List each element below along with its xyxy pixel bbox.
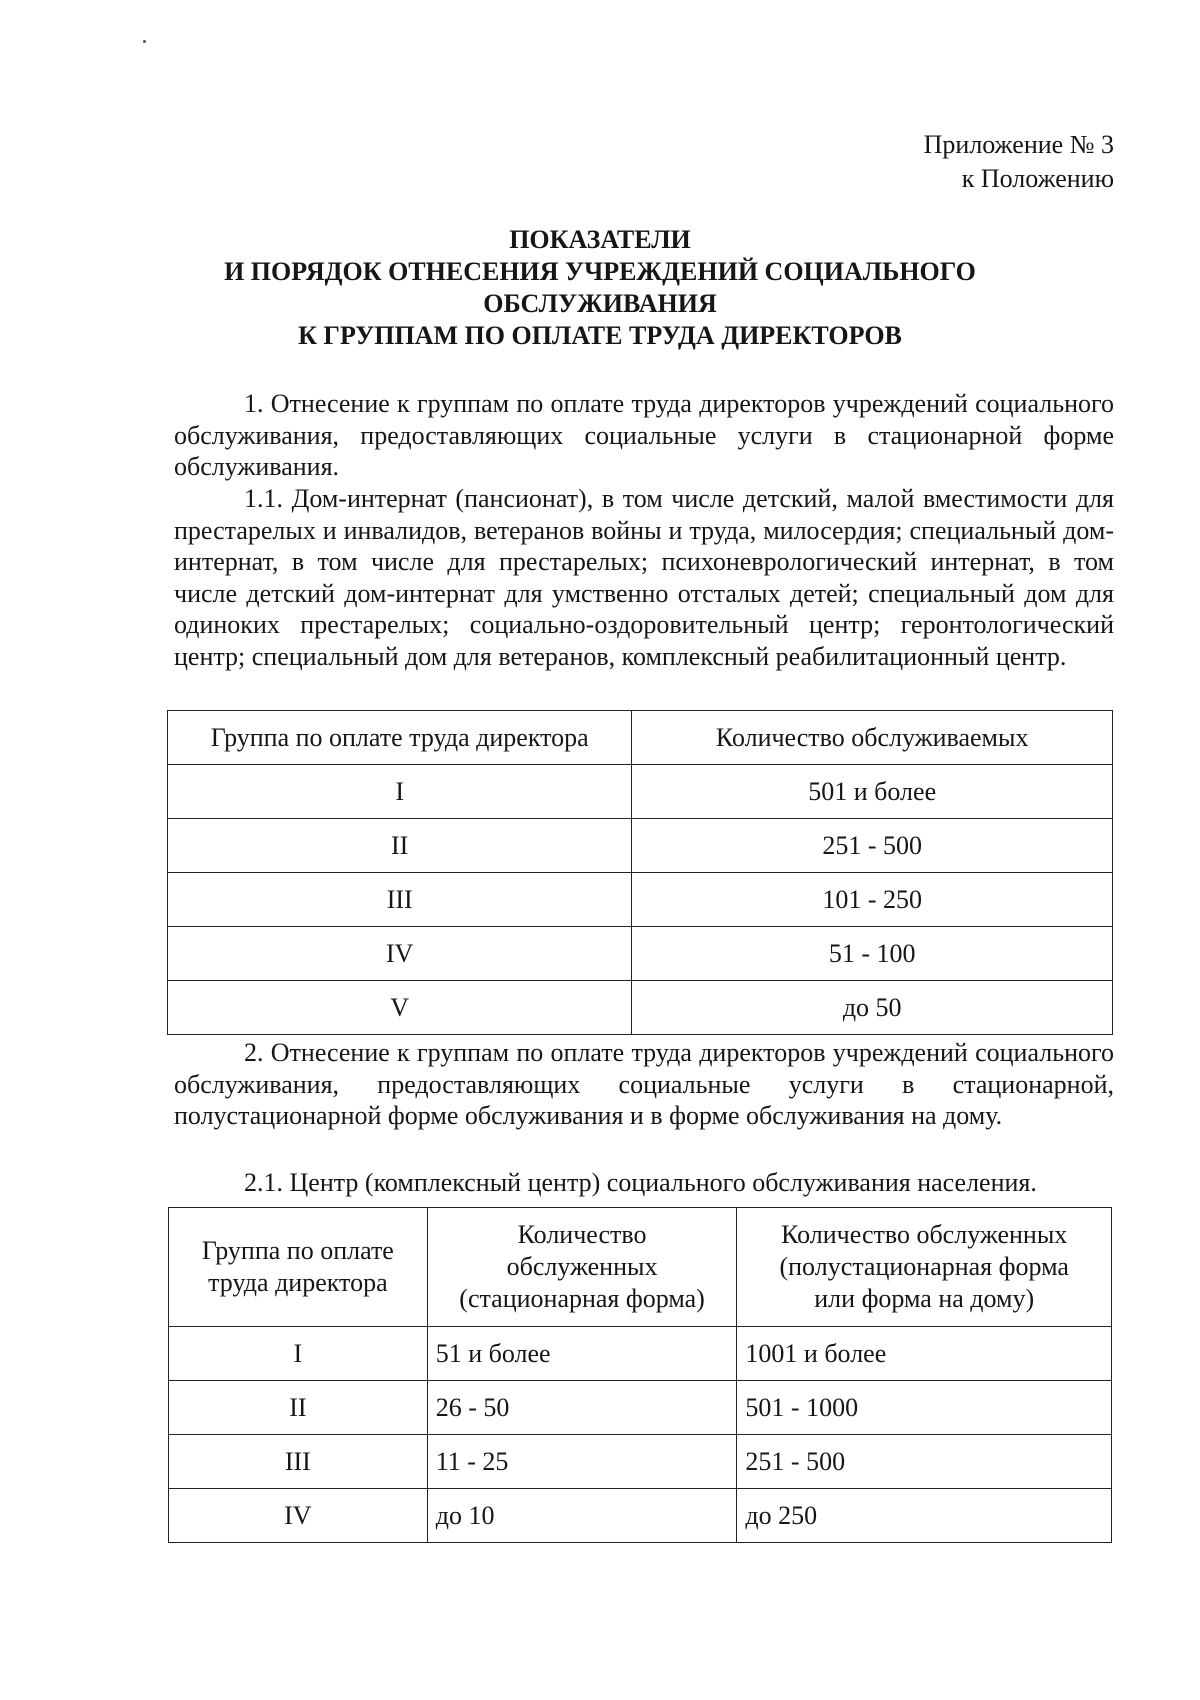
table-1-header-count: Количество обслуживаемых (632, 711, 1113, 765)
table-1-cell-count: 51 - 100 (632, 927, 1113, 981)
table-row (169, 1489, 1112, 1543)
section-2-1-paragraph: 2.1. Центр (комплексный центр) социального обслуживания населения. (244, 1168, 1037, 1197)
header-line: или форма на дому) (814, 1284, 1035, 1313)
table-2-cell-semistationary: 251 - 500 (737, 1435, 1112, 1489)
table-1-cell-count: 101 - 250 (632, 873, 1113, 927)
scan-speck (143, 40, 146, 43)
table-1-cell-group: I (168, 765, 632, 819)
header-line: Количество обслуженных (781, 1220, 1068, 1249)
table-2-cell-stationary: до 10 (427, 1489, 737, 1543)
table-row (168, 819, 1113, 873)
table-row (168, 981, 1113, 1035)
table-2-header-group (169, 1208, 428, 1327)
table-2-cell-semistationary: 501 - 1000 (737, 1381, 1112, 1435)
title-line-1: ПОКАЗАТЕЛИ (509, 225, 691, 254)
table-1 (167, 710, 1113, 1035)
table-2-cell-stationary: 26 - 50 (427, 1381, 737, 1435)
appendix-label (924, 128, 1114, 196)
title-line-4: К ГРУППАМ ПО ОПЛАТЕ ТРУДА ДИРЕКТОРОВ (298, 321, 902, 350)
appendix-number: Приложение № 3 (923, 130, 1114, 159)
table-2-cell-semistationary: 1001 и более (737, 1327, 1112, 1381)
table-row (169, 1381, 1112, 1435)
header-line: Количество (517, 1220, 647, 1249)
header-line: (полустационарная форма (779, 1252, 1069, 1281)
appendix-reference: к Положению (961, 164, 1114, 193)
table-1-cell-group: IV (168, 927, 632, 981)
header-line: Группа по оплате (201, 1236, 394, 1265)
section-2-paragraph: 2. Отнесение к группам по оплате труда директоров учреждений социального обслуживания, предоставляющих социальные услуги в стационарной, полустационарной форме обслуживания и в форме обслуживания на дому. (174, 1038, 1114, 1130)
header-line: труда директора (208, 1268, 388, 1297)
table-2-cell-group: II (169, 1381, 428, 1435)
table-1-cell-count: 501 и более (632, 765, 1113, 819)
header-line: обслуженных (506, 1252, 658, 1281)
table-2-cell-group: IV (169, 1489, 428, 1543)
section-1-paragraph: 1. Отнесение к группам по оплате труда директоров учреждений социального обслуживания, предоставляющих социальные услуги в стационарной форме обслуживания. (174, 389, 1114, 481)
table-row (168, 873, 1113, 927)
title-line-2: И ПОРЯДОК ОТНЕСЕНИЯ УЧРЕЖДЕНИЙ СОЦИАЛЬНОГО (224, 257, 976, 286)
header-line: (стационарная форма) (459, 1284, 705, 1313)
table-1-cell-count: до 50 (632, 981, 1113, 1035)
table-2-cell-stationary: 11 - 25 (427, 1435, 737, 1489)
table-2-cell-group: I (169, 1327, 428, 1381)
table-1-cell-group: V (168, 981, 632, 1035)
table-row (168, 927, 1113, 981)
document-title (150, 224, 1050, 352)
table-2-header-row (169, 1208, 1112, 1327)
table-1-cell-group: II (168, 819, 632, 873)
table-2 (168, 1207, 1112, 1543)
table-2-cell-semistationary: до 250 (737, 1489, 1112, 1543)
table-1-header-row (168, 711, 1113, 765)
table-row (168, 765, 1113, 819)
table-1-cell-group: III (168, 873, 632, 927)
table-1-cell-count: 251 - 500 (632, 819, 1113, 873)
section-1-1-paragraph: 1.1. Дом-интернат (пансионат), в том числе детский, малой вместимости для престарелых и инвалидов, ветеранов войны и труда, милосердия; специальный дом-интернат, в том числе для престарелых; психоневрологический интернат, в том числе детский дом-интернат для умственно отсталых детей; специальный дом для одиноких престарелых; социально-оздоровительный центр; геронтологический центр; специальный дом для ветеранов, комплексный реабилитационный центр. (174, 484, 1114, 671)
table-2-header-stationary (427, 1208, 737, 1327)
table-2-cell-stationary: 51 и более (427, 1327, 737, 1381)
table-2-header-semistationary (737, 1208, 1112, 1327)
table-row (169, 1435, 1112, 1489)
table-1-header-group: Группа по оплате труда директора (168, 711, 632, 765)
table-row (169, 1327, 1112, 1381)
title-line-3: ОБСЛУЖИВАНИЯ (483, 289, 717, 318)
table-2-cell-group: III (169, 1435, 428, 1489)
